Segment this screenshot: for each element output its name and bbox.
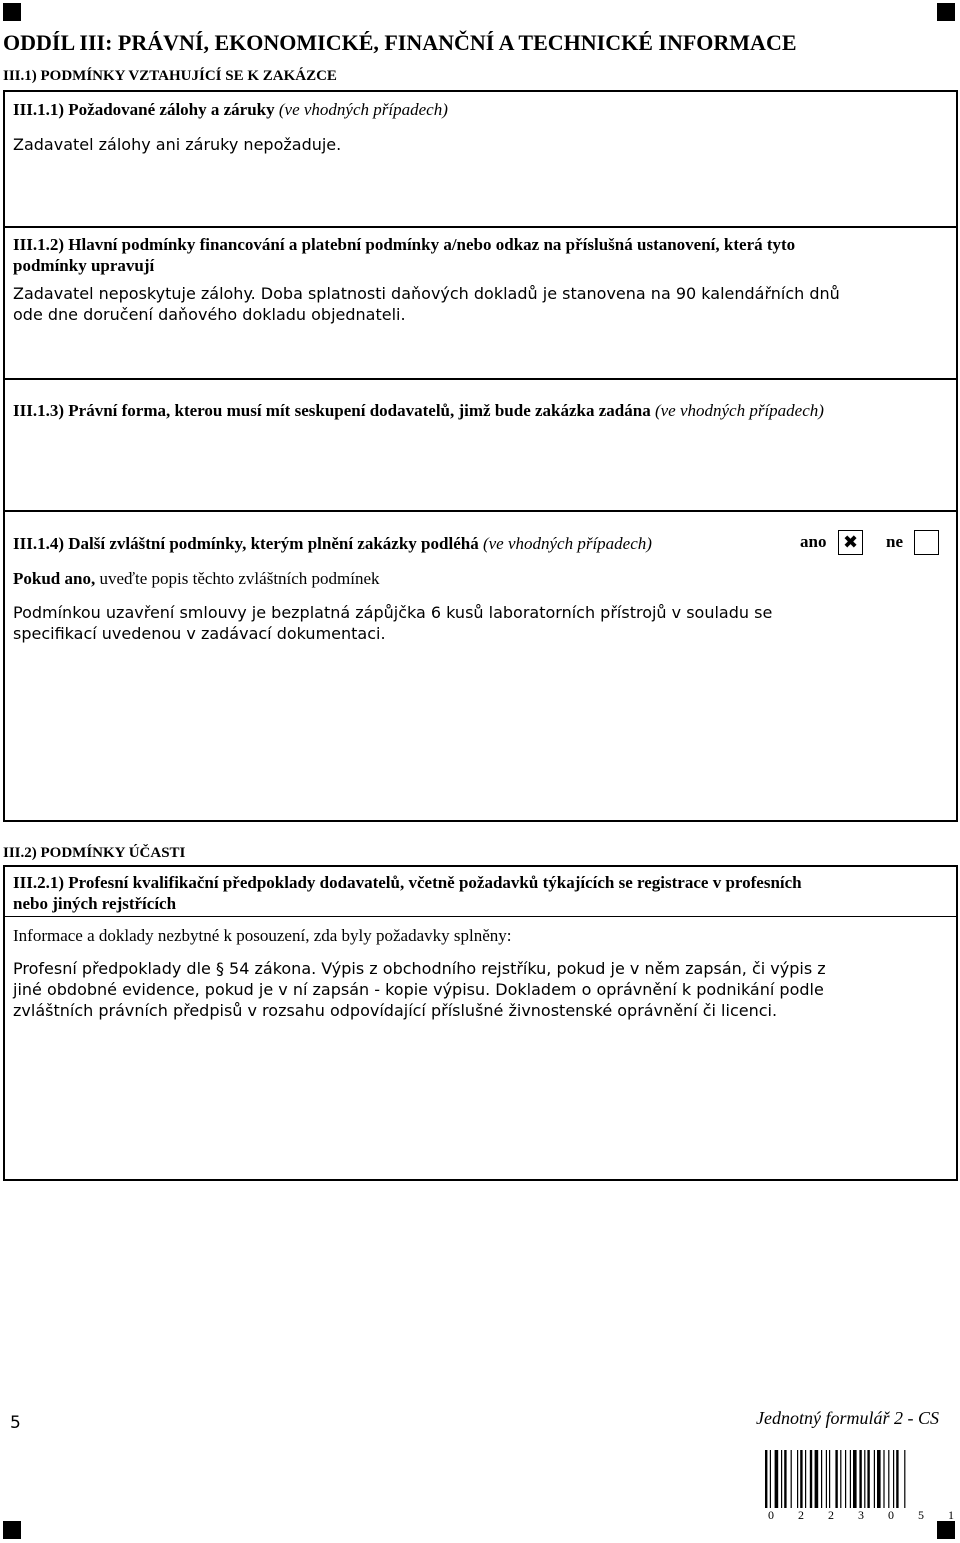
barcode-digit: 1 <box>948 1508 954 1522</box>
question-label-line2: podmínky upravují <box>13 256 155 275</box>
subsection-heading: III.1) PODMÍNKY VZTAHUJÍCÍ SE K ZAKÁZCE <box>3 68 337 84</box>
barcode-bar <box>810 1450 812 1508</box>
barcode-bar <box>864 1450 865 1508</box>
page-number: 5 <box>10 1413 21 1433</box>
barcode-bar <box>850 1450 851 1508</box>
no-checkbox[interactable] <box>914 530 939 555</box>
question-label: III.1.3) Právní forma, kterou musí mít seskupení dodavatelů, jimž bude zakázka zadána <box>13 401 651 420</box>
barcode-bar <box>867 1450 869 1508</box>
barcode-bar <box>853 1450 857 1508</box>
conditional-bold: Pokud ano, <box>13 569 96 588</box>
barcode-bar <box>883 1450 884 1508</box>
barcode-digit: 3 <box>858 1508 864 1522</box>
registration-mark-bottom-left <box>3 1521 21 1539</box>
barcode-bar <box>791 1450 792 1508</box>
question-iii-2-1 <box>13 872 802 914</box>
info-requirement: Informace a doklady nezbytné k posouzení, zda byly požadavky splněny: <box>13 926 512 945</box>
divider-3 <box>3 510 958 512</box>
no-label: ne <box>886 532 903 551</box>
answer-line2: specifikací uvedenou v zadávací dokumentaci. <box>13 624 386 643</box>
question-iii-1-3 <box>13 400 824 421</box>
barcode-bar <box>874 1450 875 1508</box>
question-label-line1: III.1.2) Hlavní podmínky financování a platební podmínky a/nebo odkaz na příslušná ustanovení, která tyto <box>13 235 796 254</box>
conditional-text: uveďte popis těchto zvláštních podmínek <box>99 569 380 588</box>
barcode-bar <box>826 1450 827 1508</box>
barcode-bar <box>775 1450 779 1508</box>
barcode-digits <box>768 1508 954 1523</box>
question-iii-1-2 <box>13 234 795 276</box>
divider-iii2 <box>3 916 958 917</box>
question-iii-1-1 <box>13 99 448 120</box>
question-hint: (ve vhodných případech) <box>654 401 824 420</box>
answer-line2: ode dne doručení daňového dokladu objednateli. <box>13 305 406 324</box>
answer-line3: zvláštních právních předpisů v rozsahu odpovídající příslušné živnostenské oprávnění či licenci. <box>13 1001 778 1020</box>
conditional-instruction <box>13 569 380 589</box>
barcode-bar <box>888 1450 889 1508</box>
yes-checkbox[interactable]: ✖ <box>838 530 863 555</box>
answer-iii-1-4 <box>13 602 772 644</box>
section-title: ODDÍL III: PRÁVNÍ, EKONOMICKÉ, FINANČNÍ A TECHNICKÉ INFORMACE <box>3 30 797 55</box>
barcode-bar <box>797 1450 798 1508</box>
barcode-bar <box>893 1450 894 1508</box>
question-label: III.1.4) Další zvláštní podmínky, kterým plnění zakázky podléhá <box>13 534 479 553</box>
barcode-bar <box>765 1450 767 1508</box>
barcode-digit: 0 <box>768 1508 774 1522</box>
barcode-bar <box>835 1450 837 1508</box>
barcode-bar <box>896 1450 898 1508</box>
barcode-digit: 2 <box>828 1508 834 1522</box>
question-iii-1-4 <box>13 533 652 554</box>
question-hint: (ve vhodných případech) <box>482 534 652 553</box>
barcode-digit: 2 <box>798 1508 804 1522</box>
barcode-bar <box>784 1450 786 1508</box>
answer-iii-1-1: Zadavatel zálohy ani záruky nepožaduje. <box>13 135 342 154</box>
registration-mark-top-left <box>3 3 21 21</box>
barcode-bar <box>877 1450 881 1508</box>
answer-line2: jiné obdobné evidence, pokud je v ní zapsán - kopie výpisu. Dokladem o oprávnění k podnikání podle <box>13 980 824 999</box>
answer-line1: Zadavatel neposkytuje zálohy. Doba splatnosti daňových dokladů je stanovena na 90 kalendářních dnů <box>13 284 840 303</box>
barcode-bar <box>815 1450 819 1508</box>
subsection-heading-iii2: III.2) PODMÍNKY ÚČASTI <box>3 845 186 861</box>
barcode <box>765 1450 955 1508</box>
barcode-bar <box>805 1450 806 1508</box>
barcode-bar <box>859 1450 861 1508</box>
yes-label: ano <box>800 532 827 551</box>
registration-mark-bottom-right <box>937 1521 955 1539</box>
section-iii1-box <box>3 90 958 822</box>
divider-1 <box>3 226 958 228</box>
barcode-bar <box>800 1450 802 1508</box>
question-label-line2: nebo jiných rejstřících <box>13 894 177 913</box>
barcode-bar <box>904 1450 905 1508</box>
question-label: III.1.1) Požadované zálohy a záruky <box>13 100 275 119</box>
answer-iii-2-1 <box>13 958 826 1021</box>
registration-mark-top-right <box>937 3 955 21</box>
form-name: Jednotný formulář 2 - CS <box>756 1408 939 1428</box>
answer-line1: Profesní předpoklady dle § 54 zákona. Výpis z obchodního rejstříku, pokud je v něm zapsán, či výpis z <box>13 959 826 978</box>
barcode-digit: 0 <box>888 1508 894 1522</box>
barcode-bar <box>781 1450 782 1508</box>
answer-iii-1-2 <box>13 283 840 325</box>
barcode-digit: 5 <box>918 1508 924 1522</box>
answer-line1: Podmínkou uzavření smlouvy je bezplatná zápůjčka 6 kusů laboratorních přístrojů v souladu se <box>13 603 773 622</box>
question-hint: (ve vhodných případech) <box>278 100 448 119</box>
barcode-bar <box>845 1450 846 1508</box>
barcode-bar <box>821 1450 822 1508</box>
barcode-bar <box>829 1450 830 1508</box>
barcode-bar <box>770 1450 771 1508</box>
barcode-bar <box>840 1450 841 1508</box>
divider-2 <box>3 378 958 380</box>
question-label-line1: III.2.1) Profesní kvalifikační předpoklady dodavatelů, včetně požadavků týkajících se registrace v profesních <box>13 873 802 892</box>
